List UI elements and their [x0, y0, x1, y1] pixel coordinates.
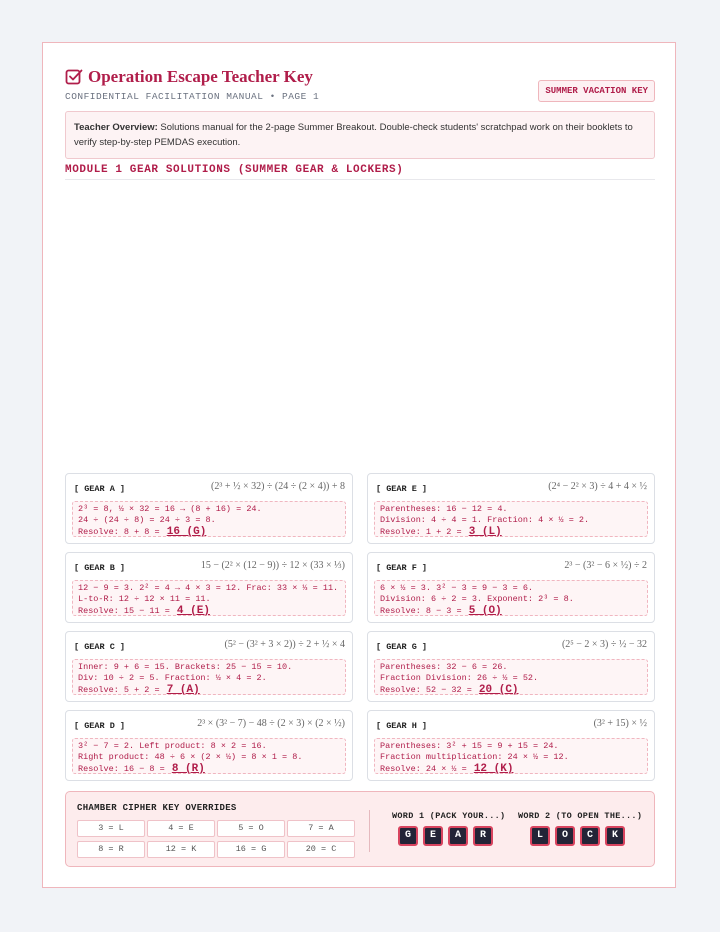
gear-card-f: [367, 552, 655, 623]
resolve-text: Resolve: 15 − 11 =: [78, 606, 175, 616]
gear-label: [ GEAR B ]: [74, 563, 126, 573]
page-title: Operation Escape Teacher Key: [88, 67, 313, 86]
solution-step-2: Division: 4 ÷ 4 = 1. Fraction: 4 × ½ = 2.: [380, 515, 590, 525]
gear-expression: (5² − (3² + 3 × 2)) ÷ 2 + ½ × 4: [224, 639, 345, 650]
gear-label: [ GEAR D ]: [74, 721, 126, 731]
gear-solution: [374, 580, 648, 616]
solution-step-2: 24 ÷ (24 ÷ 8) = 24 ÷ 3 = 8.: [78, 515, 216, 525]
cipher-key: 12 = K: [147, 841, 215, 858]
word-1-letter-tile: E: [423, 826, 443, 846]
solution-resolve: [78, 684, 340, 696]
solution-step-2: Fraction Division: 26 ÷ ½ = 52.: [380, 673, 539, 683]
gear-card-b: [65, 552, 353, 623]
gear-solution: [72, 501, 346, 537]
solution-resolve: [380, 763, 642, 775]
solution-step-1: 3² − 7 = 2. Left product: 8 × 2 = 16.: [78, 741, 267, 751]
teacher-overview: [65, 111, 655, 159]
title-row: [65, 67, 313, 87]
cipher-divider: [369, 810, 370, 852]
solution-resolve: [380, 526, 642, 538]
gear-label: [ GEAR A ]: [74, 484, 126, 494]
solution-step-1: Parentheses: 3² + 15 = 9 + 15 = 24.: [380, 741, 559, 751]
module-heading: MODULE 1 GEAR SOLUTIONS (SUMMER GEAR & LOCKERS): [65, 164, 404, 176]
solution-resolve: [78, 763, 340, 775]
word-2-letter-tile: L: [530, 826, 550, 846]
gear-answer: 20 (C): [478, 684, 519, 696]
gear-answer: 8 (R): [171, 763, 205, 775]
gear-answer: 3 (L): [468, 526, 502, 538]
gear-expression: 15 − (2² × (12 − 9)) ÷ 12 × (33 × ⅓): [200, 560, 345, 571]
resolve-text: Resolve: 5 + 2 =: [78, 685, 165, 695]
solution-resolve: [78, 526, 340, 538]
gear-label: [ GEAR G ]: [376, 642, 428, 652]
resolve-text: Resolve: 8 + 8 =: [78, 527, 165, 537]
word-1-letter-tile: R: [473, 826, 493, 846]
gear-card-g: [367, 631, 655, 702]
answer-key-page: [42, 42, 676, 888]
gear-card-d: [65, 710, 353, 781]
gear-solution: [374, 659, 648, 695]
gear-label: [ GEAR F ]: [376, 563, 428, 573]
gear-expression: 2³ − (3² − 6 × ½) ÷ 2: [564, 560, 647, 571]
resolve-text: Resolve: 8 − 3 =: [380, 606, 467, 616]
cipher-key: 5 = O: [217, 820, 285, 837]
checkbox-icon: [65, 68, 83, 86]
solution-step-1: Parentheses: 32 − 6 = 26.: [380, 662, 508, 672]
solution-resolve: [78, 605, 340, 617]
cipher-key: 4 = E: [147, 820, 215, 837]
word-1-letter-tile: A: [448, 826, 468, 846]
cipher-key: 16 = G: [217, 841, 285, 858]
word-1-label: WORD 1 (PACK YOUR...): [392, 811, 506, 821]
solution-step-1: 2³ = 8, ½ × 32 = 16 → (8 + 16) = 24.: [78, 504, 262, 514]
overview-text: Solutions manual for the 2-page Summer Breakout. Double-check students' scratchpad work on their booklets to verify step-by-step PEMDAS execution.: [74, 122, 633, 148]
resolve-text: Resolve: 24 × ½ =: [380, 764, 472, 774]
overview-label: Teacher Overview:: [74, 122, 158, 133]
word-2-letter-tile: C: [580, 826, 600, 846]
word-2-letter-tile: O: [555, 826, 575, 846]
gear-card-c: [65, 631, 353, 702]
cipher-title: CHAMBER CIPHER KEY OVERRIDES: [77, 803, 237, 813]
solution-step-2: Right product: 48 ÷ 6 × (2 × ½) = 8 × 1 = 8.: [78, 752, 303, 762]
gear-expression: (2³ + ½ × 32) ÷ (24 ÷ (2 × 4)) + 8: [210, 481, 345, 492]
page-subtitle: CONFIDENTIAL FACILITATION MANUAL • PAGE 1: [65, 91, 320, 102]
gear-label: [ GEAR C ]: [74, 642, 126, 652]
solution-step-2: Division: 6 ÷ 2 = 3. Exponent: 2³ = 8.: [380, 594, 574, 604]
solution-step-2: Fraction multiplication: 24 × ½ = 12.: [380, 752, 569, 762]
gear-answer: 4 (E): [176, 605, 210, 617]
cipher-panel: [65, 791, 655, 867]
resolve-text: Resolve: 1 + 2 =: [380, 527, 467, 537]
gear-expression: (2⁴ − 2² × 3) ÷ 4 + 4 × ½: [548, 481, 647, 492]
gear-answer: 5 (O): [468, 605, 502, 617]
gear-expression: 2³ × (3² − 7) − 48 ÷ (2 × 3) × (2 × ½): [197, 718, 345, 729]
solution-resolve: [380, 684, 642, 696]
solution-step-1: 6 × ½ = 3. 3² − 3 = 9 − 3 = 6.: [380, 583, 534, 593]
word-2-label: WORD 2 (TO OPEN THE...): [518, 811, 643, 821]
cipher-key: 20 = C: [287, 841, 355, 858]
gear-answer: 16 (G): [166, 526, 207, 538]
cipher-key: 7 = A: [287, 820, 355, 837]
resolve-text: Resolve: 52 − 32 =: [380, 685, 477, 695]
gear-card-e: [367, 473, 655, 544]
gear-card-a: [65, 473, 353, 544]
resolve-text: Resolve: 16 − 8 =: [78, 764, 170, 774]
module-divider: [65, 179, 655, 180]
solution-step-1: 12 − 9 = 3. 2² = 4 → 4 × 3 = 12. Frac: 33 × ⅓ = 11.: [78, 583, 339, 593]
word-1-letter-tile: G: [398, 826, 418, 846]
gear-solution: [374, 501, 648, 537]
gear-solution: [374, 738, 648, 774]
gear-expression: (3² + 15) × ½: [593, 718, 647, 729]
gear-label: [ GEAR E ]: [376, 484, 428, 494]
cipher-key: 3 = L: [77, 820, 145, 837]
solution-step-2: L-to-R: 12 ÷ 12 × 11 = 11.: [78, 594, 211, 604]
gear-solution: [72, 659, 346, 695]
solution-step-2: Div: 10 ÷ 2 = 5. Fraction: ½ × 4 = 2.: [78, 673, 267, 683]
solution-resolve: [380, 605, 642, 617]
solution-step-1: Inner: 9 + 6 = 15. Brackets: 25 − 15 = 10.: [78, 662, 293, 672]
key-badge: SUMMER VACATION KEY: [538, 80, 655, 102]
gear-solution: [72, 738, 346, 774]
gear-answer: 12 (K): [473, 763, 514, 775]
gear-solution: [72, 580, 346, 616]
gear-answer: 7 (A): [166, 684, 200, 696]
cipher-key: 8 = R: [77, 841, 145, 858]
gear-label: [ GEAR H ]: [376, 721, 428, 731]
gear-card-h: [367, 710, 655, 781]
solution-step-1: Parentheses: 16 − 12 = 4.: [380, 504, 508, 514]
gear-expression: (2⁵ − 2 × 3) ÷ ½ − 32: [561, 639, 647, 650]
word-2-letter-tile: K: [605, 826, 625, 846]
